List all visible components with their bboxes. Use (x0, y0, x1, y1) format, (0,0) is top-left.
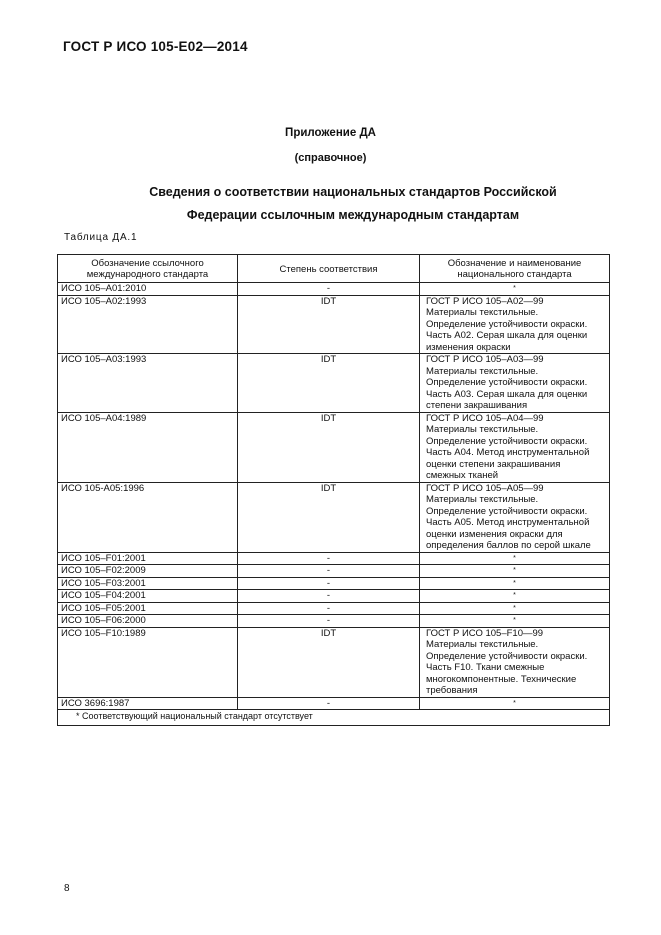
table-header-row (58, 255, 610, 283)
national-standard-line: Материалы текстильные. (426, 365, 539, 377)
intl-standard-cell: ИСО 105–A04:1989 (58, 412, 238, 482)
degree-cell: IDT (238, 482, 420, 552)
national-standard-line: Часть A04. Метод инструментальной (426, 447, 590, 458)
intl-standard-cell: ИСО 105–F05:2001 (58, 602, 238, 615)
national-standard-line: ГОСТ Р ИСО 105–F10—99 (426, 627, 544, 639)
national-standard-line: Определение устойчивости окраски. (426, 435, 588, 447)
intl-standard-cell: ИСО 105–F04:2001 (58, 590, 238, 603)
header-text: национального стандарта (457, 269, 572, 280)
header-text: Обозначение и наименование (447, 258, 582, 269)
national-standard-line: Часть A05. Метод инструментальной (426, 517, 590, 528)
national-standard-line: ГОСТ Р ИСО 105–A04—99 (426, 412, 544, 424)
appendix-title: Приложение ДА (285, 127, 376, 139)
national-standard-line: оценки изменения окраски для (426, 528, 563, 540)
table-row (58, 602, 610, 615)
national-standard-line: Материалы текстильные. (426, 494, 539, 505)
table-row (58, 295, 610, 354)
intl-standard-cell: ИСО 105–F10:1989 (58, 627, 238, 697)
national-standard-cell (420, 354, 610, 413)
table-row (58, 482, 610, 552)
table-row (58, 627, 610, 697)
header-text: Степень соответствия (279, 263, 378, 275)
national-standard-cell (420, 283, 610, 296)
absent-marker: * (513, 592, 516, 599)
national-standard-cell (420, 482, 610, 552)
intl-standard-cell: ИСО 105–F03:2001 (58, 577, 238, 590)
table-row (58, 615, 610, 628)
table-caption: Таблица ДА.1 (64, 232, 138, 243)
national-standard-line: Часть A02. Серая шкала для оценки (426, 330, 588, 341)
national-standard-line: Материалы текстильные. (426, 639, 539, 650)
table-row (58, 565, 610, 578)
national-standard-line: определения баллов по серой шкале (426, 540, 591, 551)
table-footnote: * Соответствующий национальный стандарт отсутствует (58, 710, 610, 726)
absent-marker: * (513, 554, 516, 562)
degree-cell: IDT (238, 627, 420, 697)
national-standard-cell (420, 590, 610, 603)
national-standard-line: оценки степени закрашивания (426, 458, 561, 470)
national-standard-cell (420, 552, 610, 565)
degree-cell: IDT (238, 354, 420, 413)
intl-standard-cell: ИСО 105-A05:1996 (58, 482, 238, 552)
intl-standard-cell: ИСО 105–A02:1993 (58, 295, 238, 354)
table-row (58, 577, 610, 590)
absent-marker: * (513, 567, 516, 574)
national-standard-cell (420, 412, 610, 482)
header-intl-standard (58, 255, 238, 283)
national-standard-cell (420, 295, 610, 354)
national-standard-cell (420, 565, 610, 578)
header-national-standard (420, 255, 610, 283)
national-standard-cell (420, 627, 610, 697)
national-standard-cell (420, 697, 610, 710)
national-standard-line: многокомпонентные. Технические (426, 673, 577, 685)
intl-standard-cell: ИСО 105–A03:1993 (58, 354, 238, 413)
national-standard-line: ГОСТ Р ИСО 105–A05—99 (426, 482, 544, 494)
national-standard-line: Часть F10. Ткани смежные (426, 662, 545, 673)
degree-cell: - (238, 552, 420, 565)
intl-standard-cell: ИСО 3696:1987 (58, 697, 238, 710)
section-title-line-1: Сведения о соответствии национальных стандартов Российской (149, 185, 557, 199)
national-standard-line: Материалы текстильные. (426, 424, 539, 435)
table-row (58, 552, 610, 565)
national-standard-line: Часть A03. Серая шкала для оценки (426, 388, 588, 400)
national-standard-line: Определение устойчивости окраски. (426, 505, 588, 517)
degree-cell: IDT (238, 295, 420, 354)
absent-marker: * (513, 617, 516, 624)
national-standard-line: Определение устойчивости окраски. (426, 318, 588, 330)
national-standard-line: смежных тканей (426, 470, 499, 481)
degree-cell: - (238, 697, 420, 710)
national-standard-line: изменения окраски (426, 341, 511, 353)
national-standard-cell (420, 602, 610, 615)
national-standard-line: Определение устойчивости окраски. (426, 377, 588, 388)
national-standard-line: требования (426, 685, 478, 696)
national-standard-line: степени закрашивания (426, 400, 528, 411)
page-number: 8 (64, 883, 70, 894)
national-standard-line: ГОСТ Р ИСО 105–A03—99 (426, 354, 544, 365)
national-standard-line: Материалы текстильные. (426, 307, 539, 318)
degree-cell: - (238, 590, 420, 603)
degree-cell: IDT (238, 412, 420, 482)
degree-cell: - (238, 615, 420, 628)
degree-cell: - (238, 565, 420, 578)
absent-marker: * (513, 604, 516, 612)
national-standard-line: ГОСТ Р ИСО 105–A02—99 (426, 295, 544, 307)
header-degree (238, 255, 420, 283)
table-row (58, 283, 610, 296)
intl-standard-cell: ИСО 105–F02:2009 (58, 565, 238, 578)
table-row (58, 354, 610, 413)
intl-standard-cell: ИСО 105–A01:2010 (58, 283, 238, 296)
section-title-line-2: Федерации ссылочным международным стандартам (186, 208, 520, 222)
table-footnote-row (58, 710, 610, 726)
table-row (58, 590, 610, 603)
degree-cell: - (238, 602, 420, 615)
table-row (58, 412, 610, 482)
degree-cell: - (238, 283, 420, 296)
absent-marker: * (513, 579, 516, 587)
header-text: Обозначение ссылочного (91, 258, 204, 269)
document-code-header: ГОСТ Р ИСО 105-E02—2014 (63, 39, 248, 54)
appendix-subtitle: (справочное) (294, 152, 367, 164)
intl-standard-cell: ИСО 105–F01:2001 (58, 552, 238, 565)
header-text: международного стандарта (86, 269, 209, 280)
absent-marker: * (513, 699, 516, 707)
table-row (58, 697, 610, 710)
national-standard-cell (420, 615, 610, 628)
intl-standard-cell: ИСО 105–F06:2000 (58, 615, 238, 628)
national-standard-line: Определение устойчивости окраски. (426, 650, 588, 662)
degree-cell: - (238, 577, 420, 590)
absent-marker: * (513, 285, 516, 292)
national-standard-cell (420, 577, 610, 590)
correspondence-table (57, 254, 610, 726)
